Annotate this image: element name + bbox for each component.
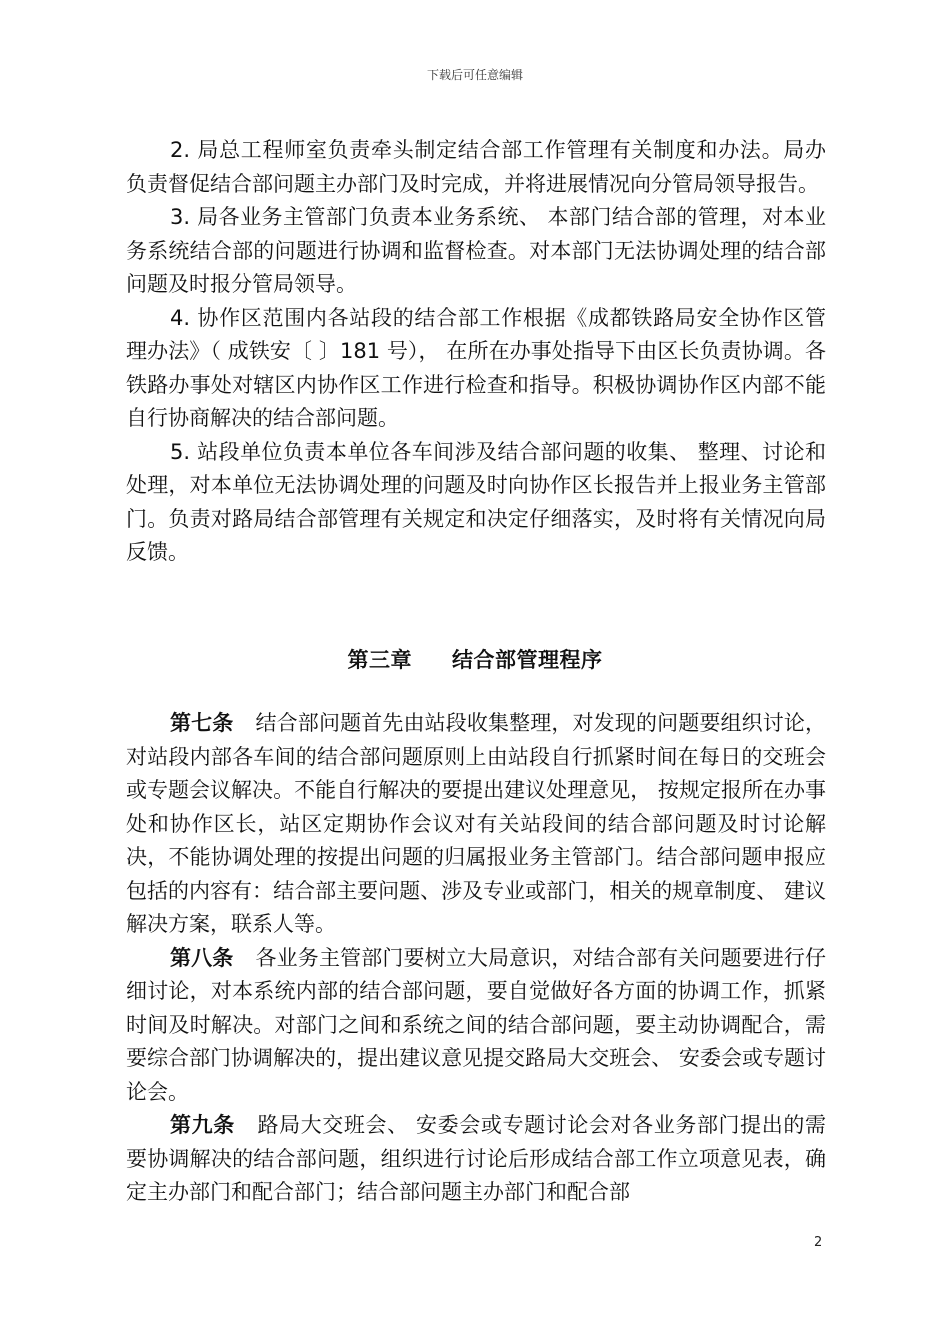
section-articles <box>126 707 826 1210</box>
page-number: 2 <box>814 1235 823 1250</box>
chapter-heading <box>0 644 950 674</box>
section-responsibilities <box>126 134 826 570</box>
paragraph-item-3: 3. 局各业务主管部门负责本业务系统、 本部门结合部的管理，对本业务系统结合部的问题进行协调和监督检查。对本部门无法协调处理的结合部问题及时报分管局领导。 <box>126 205 826 296</box>
article-9-text: 路局大交班会、 安委会或专题讨论会对各业务部门提出的需要协调解决的结合部问题，组织进行讨论后形成结合部工作立项意见表，确定主办部门和配合部门；结合部问题主办部门和配合部 <box>126 1113 826 1204</box>
article-9-label: 第九条 <box>170 1113 235 1137</box>
chapter-title: 结合部管理程序 <box>452 648 603 672</box>
article-8-label: 第八条 <box>170 945 234 970</box>
paragraph-item-2: 2. 局总工程师室负责牵头制定结合部工作管理有关制度和办法。局办负责督促结合部问题主办部门及时完成，并将进展情况向分管局领导报告。 <box>126 138 826 196</box>
page-header-note: 下载后可任意编辑 <box>426 68 523 82</box>
chapter-number: 第三章 <box>347 648 412 672</box>
paragraph-item-5: 5. 站段单位负责本单位各车间涉及结合部问题的收集、 整理、讨论和处理，对本单位无法协调处理的问题及时向协作区长报告并上报业务主管部门。负责对路局结合部管理有关规定和决定仔细落实，及时将有关情况向局反馈。 <box>126 439 826 564</box>
article-8 <box>126 942 826 1110</box>
article-7-label: 第七条 <box>170 711 234 735</box>
article-7-text: 结合部问题首先由站段收集整理，对发现的问题要组织讨论，对站段内部各车间的结合部问题原则上由站段自行抓紧时间在每日的交班会或专题会议解决。不能自行解决的要提出建议处理意见， 按规定报所在办事处和协作区长，站区定期协作会议对有关站段间的结合部问题及时讨论解决，不能协调处理的按提出问题的归属报业务主管部门。结合部问题申报应包括的内容有：结合部主要问题、涉及专业或部门，相关的规章制度、 建议解决方案，联系人等。 <box>126 711 827 936</box>
article-8-text: 各业务主管部门要树立大局意识，对结合部有关问题要进行仔细讨论，对本系统内部的结合部问题，要自觉做好各方面的协调工作，抓紧时间及时解决。对部门之间和系统之间的结合部问题，要主动协调配合，需要综合部门协调解决的，提出建议意见提交路局大交班会、 安委会或专题讨论会。 <box>126 945 827 1104</box>
article-9 <box>126 1109 826 1210</box>
paragraph-item-4: 4. 协作区范围内各站段的结合部工作根据《成都铁路局安全协作区管理办法》（ 成铁安〔 〕181 号）， 在所在办事处指导下由区长负责协调。各铁路办事处对辖区内协作区工作进行检查和指导。积极协调协作区内部不能自行协商解决的结合部问题。 <box>126 305 826 430</box>
article-7 <box>126 707 826 942</box>
